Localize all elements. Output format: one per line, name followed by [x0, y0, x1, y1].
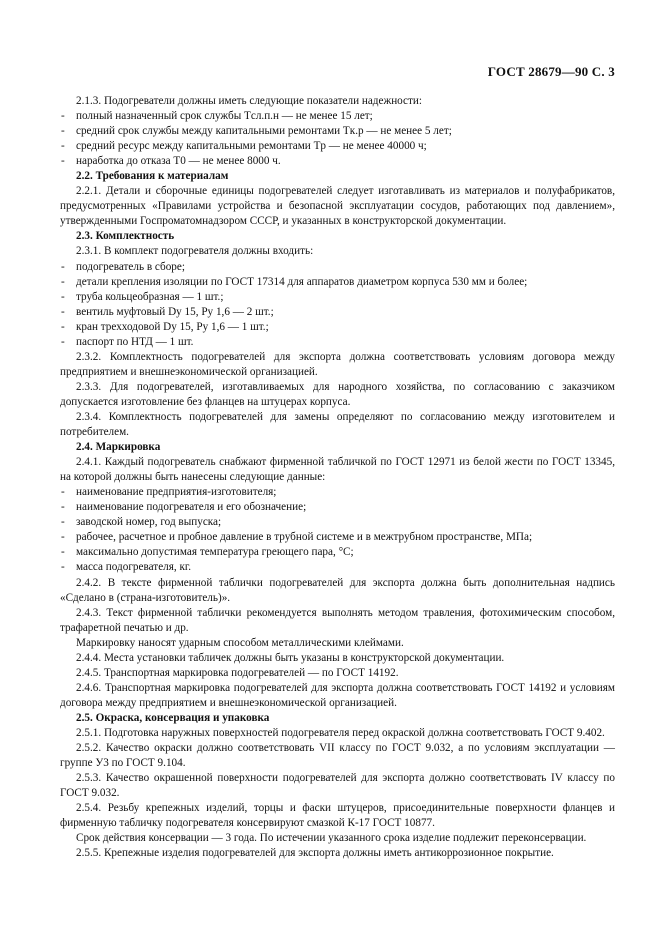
- list-item-pressure: - рабочее, расчетное и пробное давление в трубной системе и в межтрубном пространстве, МПа;: [60, 530, 615, 545]
- list-item-ring-pipe: - труба кольцеобразная — 1 шт.;: [60, 290, 615, 305]
- list-item-passport: - паспорт по НТД — 1 шт.: [60, 335, 615, 350]
- list-item-mass: - масса подогревателя, кг.: [60, 560, 615, 575]
- heading-2-4: 2.4. Маркировка: [76, 441, 161, 454]
- para-2-5-1: 2.5.1. Подготовка наружных поверхностей подогревателя перед окраской должна соответствовать ГОСТ 9.402.: [76, 726, 605, 739]
- list-item-coupling-valve: - вентиль муфтовый Dy 15, Py 1,6 — 2 шт.;: [60, 305, 615, 320]
- para-2-4-1: 2.4.1. Каждый подогреватель снабжают фирменной табличкой по ГОСТ 12971 из белой жести по ГОСТ 13345, на которой должны быть нанесены следующие данные:: [60, 456, 615, 484]
- para-2-5-5: 2.5.5. Крепежные изделия подогревателей для экспорта должны иметь антикоррозионное покрытие.: [76, 847, 554, 860]
- list-item-manufacturer: - наименование предприятия-изготовителя;: [60, 485, 615, 500]
- list-item-heater: - подогреватель в сборе;: [60, 260, 615, 275]
- list-item-overhaul-life: - средний срок службы между капитальными ремонтами Tк.р — не менее 5 лет;: [60, 124, 615, 139]
- para-2-4-2: 2.4.2. В тексте фирменной таблички подогревателей для экспорта должна быть дополнительная надпись «Сделано в (страна-изготовитель)».: [60, 576, 615, 604]
- para-2-2-1: 2.2.1. Детали и сборочные единицы подогревателей следует изготавливать из материалов и полуфабрикатов, предусмотренных «Правилами устройства и безопасной эксплуатации сосудов, работающих под давлением», утвержденными Госпроматомнадзором СССР, и указанных в конструкторской документации.: [60, 185, 615, 228]
- list-item-resource: - средний ресурс между капитальными ремонтами Tр — не менее 40000 ч;: [60, 139, 615, 154]
- para-2-3-4: 2.3.4. Комплектность подогревателей для замены определяют по согласованию между изготовителем и потребителем.: [60, 410, 615, 439]
- para-2-3-3: 2.3.3. Для подогревателей, изготавливаемых для народного хозяйства, по согласованию с заказчиком допускается изготовление без фланцев на штуцерах корпуса.: [60, 380, 615, 408]
- para-conservation-term: Срок действия консервации — 3 года. По истечении указанного срока изделие подлежит переконсервации.: [76, 832, 587, 845]
- para-2-3-2: 2.3.2. Комплектность подогревателей для экспорта должна соответствовать условиям договора между предприятием и внешнеэкономической организацией.: [60, 350, 615, 378]
- list-item-service-life: - полный назначенный срок службы Tсл.п.н — не менее 15 лет;: [60, 109, 615, 124]
- para-marking-method: Маркировку наносят ударным способом металлическими клеймами.: [76, 636, 404, 649]
- para-2-3-1: 2.3.1. В комплект подогревателя должны входить:: [76, 245, 314, 258]
- list-item-three-way-valve: - кран трехходовой Dy 15, Py 1,6 — 1 шт.;: [60, 320, 615, 335]
- list-item-insulation: - детали крепления изоляции по ГОСТ 17314 для аппаратов диаметром корпуса 530 мм и более;: [60, 275, 615, 290]
- document-body: [60, 94, 615, 861]
- page-header: ГОСТ 28679—90 С. 3: [487, 64, 615, 79]
- list-item-mtbf: - наработка до отказа T0 — не менее 8000 ч.: [60, 154, 615, 169]
- heading-2-2: 2.2. Требования к материалам: [76, 170, 229, 183]
- para-2-5-4: 2.5.4. Резьбу крепежных изделий, торцы и фаски штуцеров, присоединительные поверхности фланцев и фирменную табличку подогревателя консервируют смазкой К-17 ГОСТ 10877.: [60, 802, 615, 830]
- para-2-4-5: 2.4.5. Транспортная маркировка подогревателей — по ГОСТ 14192.: [76, 666, 399, 679]
- para-2-4-6: 2.4.6. Транспортная маркировка подогревателей для экспорта должна соответствовать ГОСТ 14192 и условиям договора между предприятием и внешнеэкономической организацией.: [60, 681, 615, 709]
- list-item-serial: - заводской номер, год выпуска;: [60, 515, 615, 530]
- heading-2-5: 2.5. Окраска, консервация и упаковка: [76, 711, 270, 724]
- para-2-4-4: 2.4.4. Места установки табличек должны быть указаны в конструкторской документации.: [76, 651, 505, 664]
- para-2-5-3: 2.5.3. Качество окрашенной поверхности подогревателей для экспорта должно соответствовать IV классу по ГОСТ 9.032.: [60, 772, 615, 800]
- para-2-4-3: 2.4.3. Текст фирменной таблички рекомендуется выполнять методом травления, фотохимическим способом, трафаретной печатью и др.: [60, 606, 615, 634]
- para-2-1-3: 2.1.3. Подогреватели должны иметь следующие показатели надежности:: [76, 95, 423, 107]
- heading-2-3: 2.3. Комплектность: [76, 230, 175, 243]
- list-item-designation: - наименование подогревателя и его обозначение;: [60, 500, 615, 515]
- list-item-temperature: - максимально допустимая температура греющего пара, °С;: [60, 545, 615, 560]
- para-2-5-2: 2.5.2. Качество окраски должно соответствовать VII классу по ГОСТ 9.032, а по условиям эксплуатации — группе У3 по ГОСТ 9.104.: [60, 742, 615, 770]
